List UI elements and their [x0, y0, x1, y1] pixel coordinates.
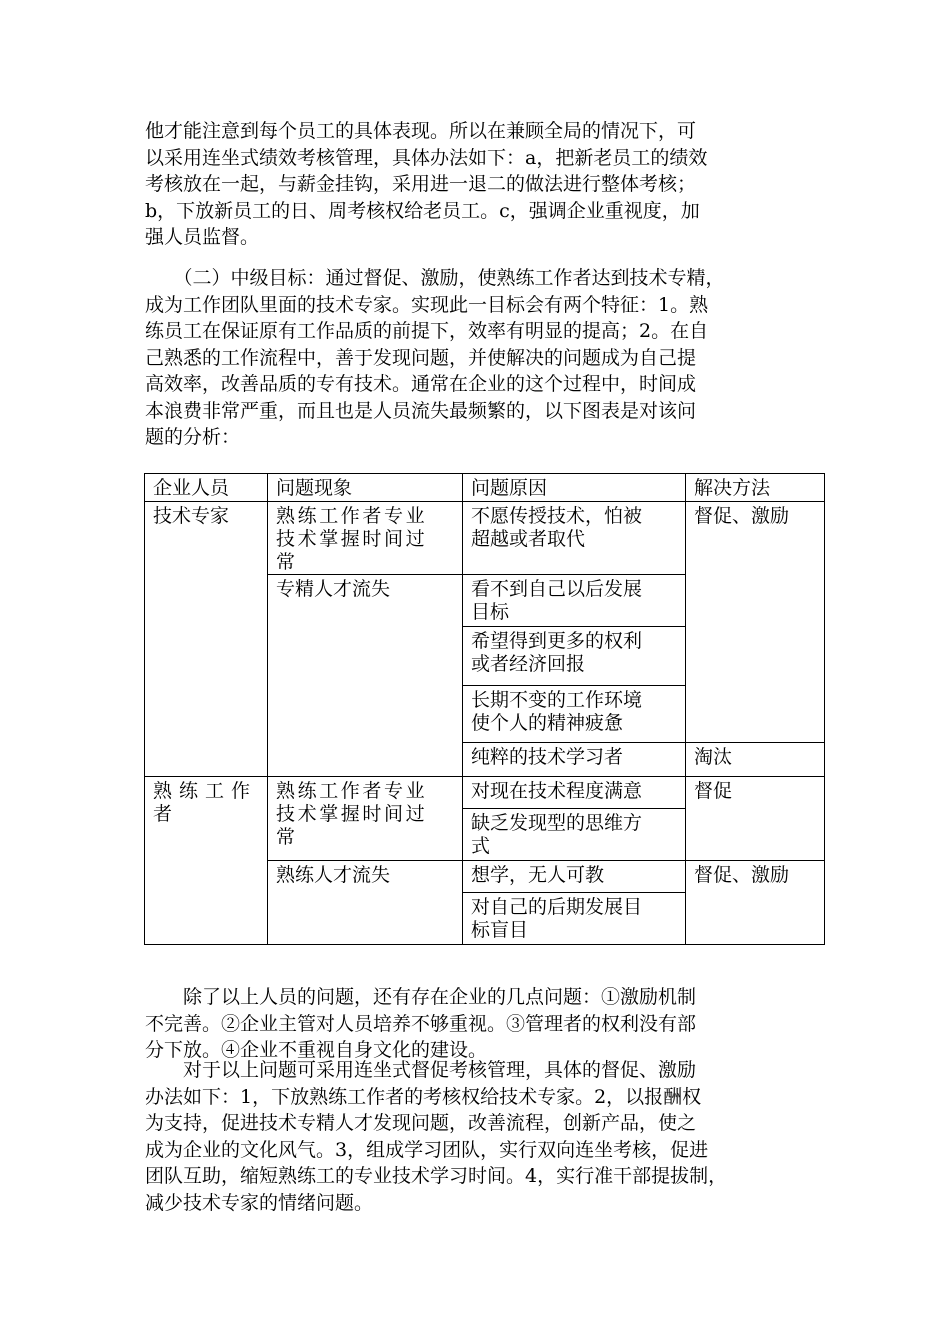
cell-cause: [463, 627, 686, 686]
text-line: 不完善。②企业主管对人员培养不够重视。③管理者的权利没有部: [145, 1012, 697, 1035]
text-line: 考核放在一起，与薪金挂钩，采用进一退二的做法进行整体考核；: [145, 173, 697, 195]
text-line: 他才能注意到每个员工的具体表现。所以在兼顾全局的情况下，可: [145, 120, 697, 142]
cell-line: 常: [276, 826, 296, 848]
cell-phenomenon-long-learning: [268, 502, 463, 575]
cell-cause: [463, 686, 686, 743]
cell-cause: [463, 893, 686, 945]
text-line: 题的分析：: [145, 426, 241, 448]
text-line: 高效率，改善品质的专有技术。通常在企业的这个过程中，时间成: [145, 373, 697, 395]
text-line: 练员工在保证原有工作品质的前提下，效率有明显的提高；2。在自: [145, 320, 709, 342]
paragraph-3: [145, 984, 827, 1064]
analysis-table: [144, 473, 825, 945]
cell-solution: [686, 777, 825, 861]
text-line: 强人员监督。: [145, 226, 260, 248]
cell-phenomenon-skilled-loss: [268, 861, 463, 945]
cell-line: 技术掌握时间过: [276, 528, 428, 550]
cell-line: 熟练工作者专业: [276, 505, 428, 527]
cell-cause: [463, 743, 686, 777]
cell-line: 督促、激励: [694, 864, 790, 886]
cell-solution: [686, 743, 825, 777]
text-line: 成为企业的文化风气。3，组成学习团队，实行双向连坐考核，促进: [145, 1138, 709, 1161]
cell-line: 缺乏发现型的思维方: [471, 812, 643, 834]
cell-line: 常: [276, 551, 296, 573]
cell-line: 熟练工作者专业: [276, 780, 428, 802]
cell-line: 目标: [471, 601, 510, 623]
cell-line: 式: [471, 835, 491, 857]
cell-line: 督促、激励: [694, 505, 790, 527]
text-line: 办法如下：1，下放熟练工作者的考核权给技术专家。2，以报酬权: [145, 1085, 702, 1108]
cell-line: 超越或者取代: [471, 528, 586, 550]
cell-line: 熟练工作: [153, 780, 258, 802]
cell-line: 不愿传授技术，怕被: [471, 505, 643, 527]
text-line: b，下放新员工的日、周考核权给老员工。c，强调企业重视度，加: [145, 199, 700, 222]
cell-person-skilled-worker: [145, 777, 268, 945]
cell-line: 淘汰: [694, 746, 733, 768]
text-line: 成为工作团队里面的技术专家。实现此一目标会有两个特征：1。熟: [145, 293, 709, 316]
cell-cause: [463, 777, 686, 809]
cell-phenomenon-expert-loss: [268, 575, 463, 777]
paragraph-2: [145, 265, 827, 451]
text-line: 团队互助，缩短熟练工的专业技术学习时间。4，实行准干部提拔制，: [145, 1165, 728, 1187]
text-line: 为支持，促进技术专精人才发现问题，改善流程，创新产品，使之: [145, 1112, 697, 1134]
cell-line: 纯粹的技术学习者: [471, 746, 624, 768]
cell-line: 技术掌握时间过: [276, 803, 428, 825]
text-line: （二）中级目标：通过督促、激励，使熟练工作者达到技术专精，: [145, 267, 725, 289]
cell-line: 看不到自己以后发展: [471, 578, 643, 600]
cell-cause: [463, 809, 686, 861]
cell-line: 标盲目: [471, 919, 529, 941]
header-cell-solution: 解决方法: [686, 474, 825, 502]
cell-line: 督促: [694, 780, 733, 802]
text-line: 分下放。④企业不重视自身文化的建设。: [145, 1039, 488, 1061]
text-line: 除了以上人员的问题，还有存在企业的几点问题：①激励机制: [145, 986, 697, 1008]
cell-cause: [463, 861, 686, 893]
text-line: 己熟悉的工作流程中，善于发现问题，并使解决的问题成为自己提: [145, 346, 697, 369]
cell-line: 或者经济回报: [471, 653, 586, 675]
cell-line: 者: [153, 803, 173, 825]
cell-line: 对现在技术程度满意: [471, 780, 643, 802]
cell-line: 想学，无人可教: [471, 864, 605, 886]
paragraph-4: [145, 1057, 827, 1216]
cell-line: 长期不变的工作环境: [471, 689, 643, 711]
header-cell-cause: 问题原因: [463, 474, 686, 502]
cell-cause: [463, 575, 686, 627]
text-line: 减少技术专家的情绪问题。: [145, 1191, 374, 1214]
cell-solution: [686, 502, 825, 743]
cell-line: 熟练人才流失: [276, 864, 391, 886]
text-line: 本浪费非常严重，而且也是人员流失最频繁的，以下图表是对该问: [145, 399, 697, 422]
cell-line: 希望得到更多的权利: [471, 630, 643, 652]
cell-line: 技术专家: [153, 505, 230, 527]
table-row: [145, 502, 825, 575]
paragraph-1: [145, 118, 827, 251]
table-header-row: [145, 474, 825, 502]
cell-phenomenon-long-learning: [268, 777, 463, 861]
cell-line: 使个人的精神疲惫: [471, 712, 624, 734]
cell-line: 对自己的后期发展目: [471, 896, 643, 918]
header-cell-phenomenon: 问题现象: [268, 474, 463, 502]
header-cell-person: 企业人员: [145, 474, 268, 502]
cell-cause: [463, 502, 686, 575]
cell-line: 专精人才流失: [276, 578, 391, 600]
cell-solution: [686, 861, 825, 945]
text-line: 以采用连坐式绩效考核管理，具体办法如下：a，把新老员工的绩效: [145, 146, 708, 169]
table-row: [145, 777, 825, 809]
cell-person-tech-expert: [145, 502, 268, 777]
text-line: 对于以上问题可采用连坐式督促考核管理，具体的督促、激励: [145, 1059, 697, 1081]
